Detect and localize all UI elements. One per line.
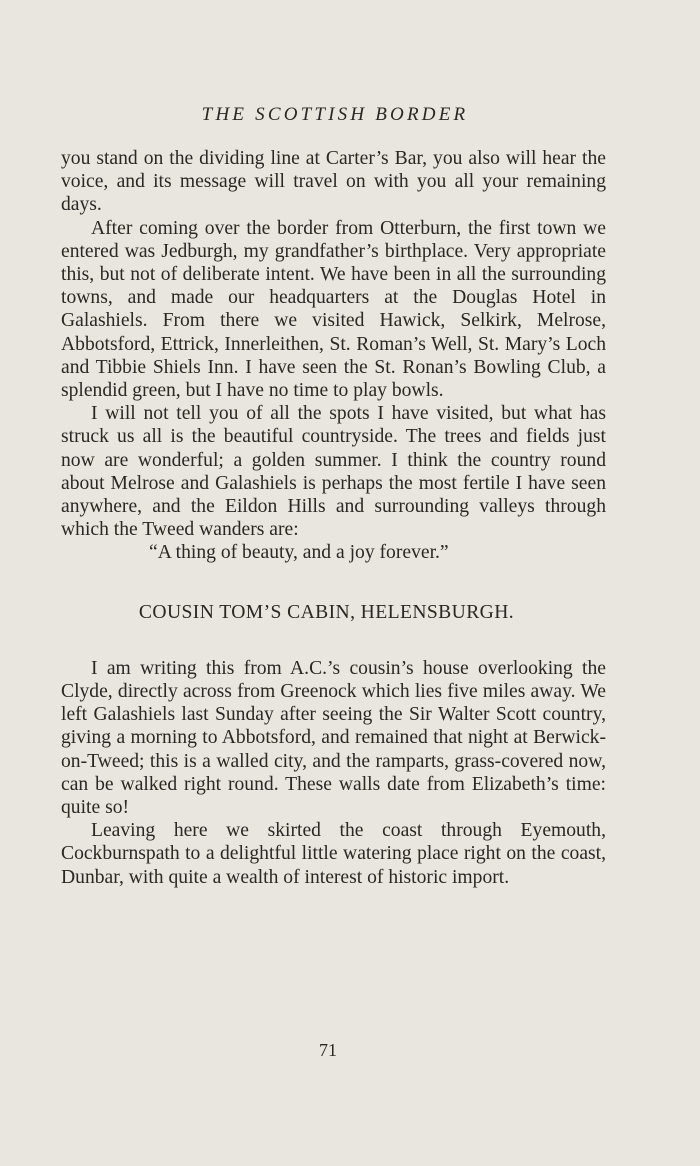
section-heading: COUSIN TOM’S CABIN, HELENSBURGH.: [138, 601, 515, 623]
paragraph-continuation: you stand on the dividing line at Carter’s Bar, you also will hear the voice, and its message will travel on with you all your remaining days.: [61, 148, 606, 216]
page-number: 71: [319, 1040, 337, 1060]
body-text: [61, 147, 606, 889]
quotation: “A thing of beauty, and a joy forever.”: [149, 542, 449, 564]
paragraph: I will not tell you of all the spots I have visited, but what has struck us all is the beautiful countryside. The trees and fields just now are wonderful; a golden summer. I think the country round about Melrose and Galashiels is perhaps the most fertile I have seen anywhere, and the Eildon Hills and surrounding valleys through which the Tweed wanders are:: [61, 403, 606, 541]
paragraph: Leaving here we skirted the coast through Eyemouth, Cockburnspath to a delightful little watering place right on the coast, Dunbar, with quite a wealth of interest of historic import.: [61, 820, 606, 888]
running-head: THE SCOTTISH BORDER: [201, 104, 469, 125]
paragraph: I am writing this from A.C.’s cousin’s house overlooking the Clyde, directly across from Greenock which lies five miles away. We left Galashiels last Sunday after seeing the Sir Walter Scott country, giving a morning to Abbotsford, and remained that night at Berwick-on-Tweed; this is a walled city, and the ramparts, grass-covered now, can be walked right round. These walls date from Elizabeth’s time: quite so!: [61, 657, 606, 819]
paragraph: After coming over the border from Otterburn, the first town we entered was Jedburgh, my grandfather’s birthplace. Very appropriate this, but not of deliberate intent. We have been in all the surrounding towns, and made our headquarters at the Douglas Hotel in Galashiels. From there we visited Hawick, Selkirk, Melrose, Abbotsford, Ettrick, Innerleithen, St. Roman’s Well, St. Mary’s Loch and Tibbie Shiels Inn. I have seen the St. Ronan’s Bowling Club, a splendid green, but I have no time to play bowls.: [61, 217, 606, 402]
